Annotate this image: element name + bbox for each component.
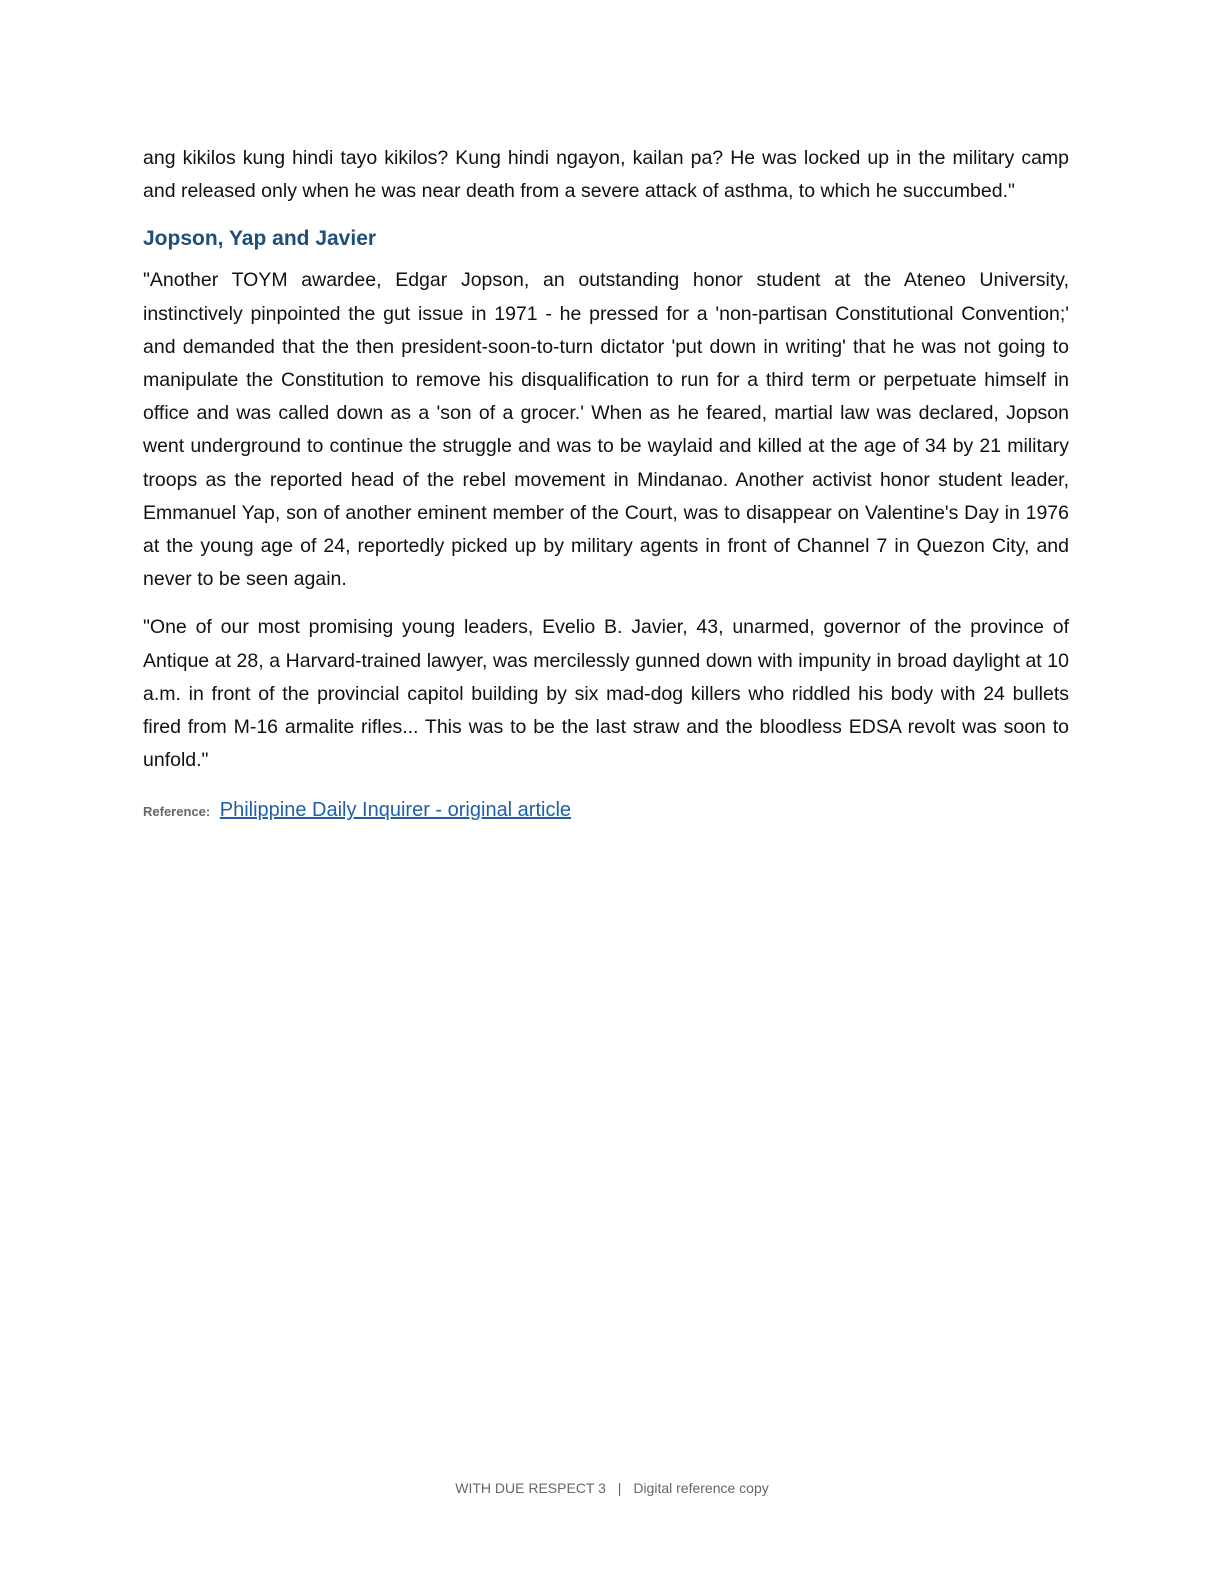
page-footer	[0, 1478, 1224, 1498]
intro-paragraph: ang kikilos kung hindi tayo kikilos? Kung hindi ngayon, kailan pa? He was locked up in the military camp and released only when he was near death from a severe attack of asthma, to which he succumbed."	[143, 147, 1069, 203]
javier-paragraph: "One of our most promising young leaders, Evelio B. Javier, 43, unarmed, governor of the province of Antique at 28, a Harvard-trained lawyer, was mercilessly gunned down with impunity in broad daylight at 10 a.m. in front of the provincial capitol building by six mad-dog killers who riddled his body with 24 bullets fired from M-16 armalite rifles... This was to be the last straw and the bloodless EDSA revolt was soon to unfold."	[143, 616, 1069, 772]
document-body	[143, 142, 1069, 826]
reference-link[interactable]: Philippine Daily Inquirer - original article	[219, 799, 572, 822]
jopson-yap-paragraph: "Another TOYM awardee, Edgar Jopson, an outstanding honor student at the Ateneo University, instinctively pinpointed the gut issue in 1971 - he pressed for a 'non-partisan Constitutional Convention;' and demanded that the then president-soon-to-turn dictator 'put down in writing' that he was not going to manipulate the Constitution to remove his disqualification to run for a third term or perpetuate himself in office and was called down as a 'son of a grocer.' When as he feared, martial law was declared, Jopson went underground to continue the struggle and was to be waylaid and killed at the age of 34 by 21 military troops as the reported head of the rebel movement in Mindanao. Another activist honor student leader, Emmanuel Yap, son of another eminent member of the Court, was to disappear on Valentine's Day in 1976 at the young age of 24, reportedly picked up by military agents in front of Channel 7 in Quezon City, and never to be seen again.	[143, 269, 1069, 591]
reference-line	[143, 796, 1069, 826]
footer-separator: |	[617, 1480, 622, 1496]
footer-title: WITH DUE RESPECT 3	[455, 1480, 606, 1496]
footer-note: Digital reference copy	[633, 1480, 769, 1496]
reference-label: Reference:	[143, 804, 211, 820]
section-heading: Jopson, Yap and Javier	[143, 227, 377, 251]
